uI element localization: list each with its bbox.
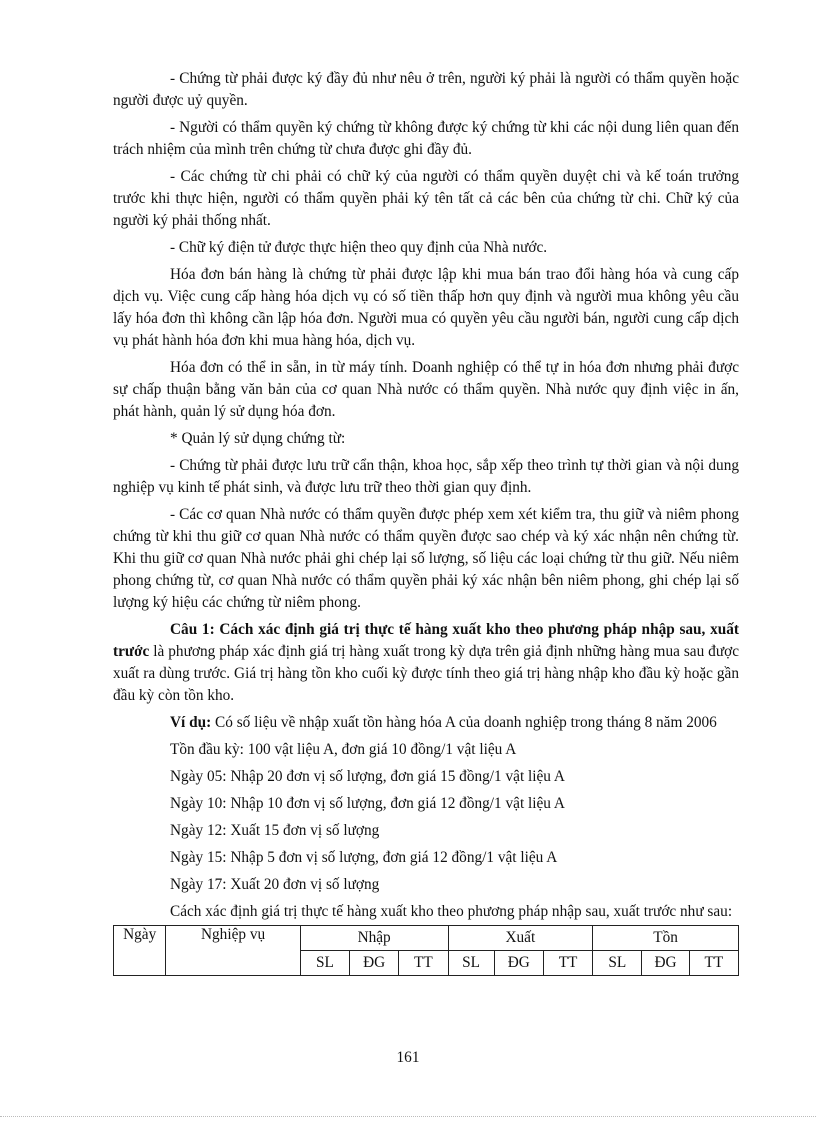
subheader-cell: ĐG: [642, 951, 689, 976]
paragraph: - Các chứng từ chi phải có chữ ký của người có thẩm quyền duyệt chi và kế toán trưởng trước khi thực hiện, người có thẩm quyền phải ký tên tất cả các bên của chứng từ chi. Chữ ký của người ký phải thống nhất.: [113, 168, 739, 229]
paragraph: - Chữ ký điện tử được thực hiện theo quy định của Nhà nước.: [170, 239, 548, 256]
paragraph: Ngày 15: Nhập 5 đơn vị số lượng, đơn giá 12 đồng/1 vật liệu A: [170, 849, 558, 866]
paragraph: Hóa đơn có thể in sẵn, in từ máy tính. Doanh nghiệp có thể tự in hóa đơn nhưng phải được sự chấp thuận bằng văn bản của cơ quan Nhà nước có thẩm quyền. Nhà nước quy định việc in ấn, phát hành, quản lý sử dụng hóa đơn.: [113, 359, 739, 420]
paragraph: Hóa đơn bán hàng là chứng từ phải được lập khi mua bán trao đổi hàng hóa và cung cấp dịch vụ. Việc cung cấp hàng hóa dịch vụ có số tiền thấp hơn quy định và người mua không yêu cầu lấy hóa đơn thì không cần lập hóa đơn. Người mua có quyền yêu cầu người bán, người cung cấp dịch vụ phát hành hóa đơn khi mua hàng hóa, dịch vụ.: [113, 266, 739, 349]
page-divider: [0, 1116, 816, 1117]
header-cell: Nhập: [300, 926, 448, 951]
subheader-cell: SL: [593, 951, 642, 976]
paragraph: Ngày 10: Nhập 10 đơn vị số lượng, đơn giá 12 đồng/1 vật liệu A: [170, 795, 565, 812]
example-label: Ví dụ:: [170, 714, 212, 731]
paragraph: - Các cơ quan Nhà nước có thẩm quyền được phép xem xét kiểm tra, thu giữ và niêm phong chứng từ khi thu giữ cơ quan Nhà nước có thẩm quyền được sao chép và ký xác nhận nên chứng từ. Khi thu giữ cơ quan Nhà nước phải ghi chép lại số lượng, số liệu các loại chứng từ thu giữ. Nếu niêm phong chứng từ, cơ quan Nhà nước có thẩm quyền phải ký xác nhận bên niêm phong, ghi chép lại số lượng ký hiệu các chứng từ niêm phong.: [113, 506, 739, 611]
page-number: 161: [396, 1049, 420, 1066]
subheader-cell: SL: [448, 951, 494, 976]
subheader-cell: ĐG: [494, 951, 543, 976]
header-cell: Tồn: [593, 926, 739, 951]
paragraph: Ngày 17: Xuất 20 đơn vị số lượng: [170, 876, 380, 893]
inventory-table: [113, 925, 739, 976]
paragraph: Cách xác định giá trị thực tế hàng xuất kho theo phương pháp nhập sau, xuất trước như sau:: [170, 903, 733, 920]
header-cell: Ngày: [114, 926, 166, 976]
paragraph: Ngày 05: Nhập 20 đơn vị số lượng, đơn giá 15 đồng/1 vật liệu A: [170, 768, 565, 785]
paragraph: Tồn đầu kỳ: 100 vật liệu A, đơn giá 10 đồng/1 vật liệu A: [170, 741, 517, 758]
subheader-cell: TT: [689, 951, 738, 976]
subheader-cell: TT: [399, 951, 448, 976]
paragraph: - Chứng từ phải được lưu trữ cẩn thận, khoa học, sắp xếp theo trình tự thời gian và nội dung nghiệp vụ kinh tế phát sinh, và được lưu trữ theo thời gian quy định.: [113, 457, 739, 496]
example-paragraph: [113, 712, 739, 734]
header-cell: Nghiệp vụ: [166, 926, 300, 976]
table-header-row: [114, 926, 739, 951]
header-cell: Xuất: [448, 926, 593, 951]
paragraph: * Quản lý sử dụng chứng từ:: [170, 430, 346, 447]
subheader-cell: ĐG: [350, 951, 399, 976]
example-text: Có số liệu về nhập xuất tồn hàng hóa A của doanh nghiệp trong tháng 8 năm 2006: [211, 714, 717, 731]
question-paragraph: [113, 619, 739, 707]
question-text: là phương pháp xác định giá trị hàng xuất trong kỳ dựa trên giả định những hàng mua sau được xuất ra dùng trước. Giá trị hàng tồn kho cuối kỳ được tính theo giá trị hàng nhập kho đầu kỳ hoặc gần đầu kỳ còn tồn kho.: [113, 643, 739, 704]
subheader-cell: TT: [543, 951, 592, 976]
paragraph: Ngày 12: Xuất 15 đơn vị số lượng: [170, 822, 380, 839]
document-page: [113, 68, 739, 976]
paragraph: - Người có thẩm quyền ký chứng từ không được ký chứng từ khi các nội dung liên quan đến trách nhiệm của mình trên chứng từ chưa được ghi đầy đủ.: [113, 119, 739, 158]
paragraph: - Chứng từ phải được ký đầy đủ như nêu ở trên, người ký phải là người có thẩm quyền hoặc người được uỷ quyền.: [113, 70, 739, 109]
subheader-cell: SL: [300, 951, 349, 976]
question-heading: Câu 1: Cách xác định giá trị thực tế hàng xuất kho theo phương pháp nhập sau, xuất trước: [113, 621, 739, 660]
